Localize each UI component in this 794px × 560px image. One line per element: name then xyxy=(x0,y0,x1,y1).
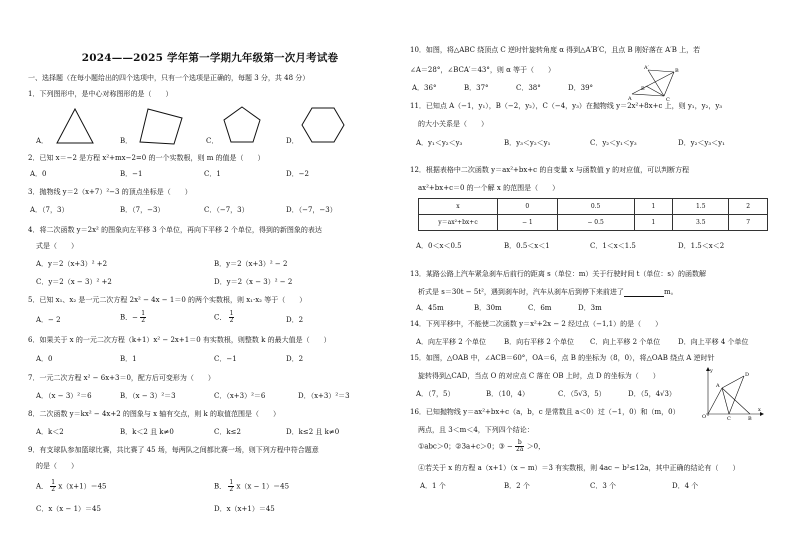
q3-option-d: D．（−7，−3） xyxy=(286,206,337,214)
fig10-label-b-prime: B′ xyxy=(641,86,646,92)
q3-option-c: C．（−7，3） xyxy=(204,206,249,214)
q2-stem: 2．已知 x＝−2 是方程 x²+mx−2=0 的一个实数根，则 m 的值是（ ） xyxy=(28,154,265,162)
fig10-label-b: B xyxy=(675,68,679,74)
q6-option-a: A．0 xyxy=(36,355,53,363)
q10-option-b: B．37° xyxy=(464,84,489,92)
q4-option-c: C．y＝2（x − 3）² +2 xyxy=(36,278,112,286)
q8-option-a: A．k＜2 xyxy=(36,428,64,436)
q1-stem: 1．下列图形中，是中心对称图形的是（ ） xyxy=(28,90,173,98)
q12-stem: 12．根据表格中二次函数 y＝ax²+bx+c 的自变量 x 与函数值 y 的对应值，可以判断方程 xyxy=(410,166,690,174)
q16-stem: 16．已知抛物线 y＝ax²+bx+c（a，b，c 是常数且 a＜0）过（−1，0）和（m，0） xyxy=(410,408,680,416)
q15-option-a: A．（7，5） xyxy=(416,390,455,398)
q6-option-c: C．−1 xyxy=(214,355,237,363)
fig15-label-d: D xyxy=(745,372,750,378)
q6-stem: 6．如果关于 x 的一元二次方程（k+1）x² − 2x+1＝0 有实数根，则整数 k 的最大值是（ ） xyxy=(28,336,331,344)
q13-stem: 13．某路公路上汽车紧急刹车后前行的距离 s（单位：m）关于行驶时间 t（单位：s）的函数解 xyxy=(410,270,706,278)
q4-option-b: B．y＝2（x+3）² − 2 xyxy=(214,260,288,268)
fig15-label-a: A xyxy=(716,383,720,389)
fig15-label-y: y xyxy=(710,368,713,374)
hexagon-shape xyxy=(300,104,346,146)
q9-stem: 9．有支球队参加篮球比赛，共比赛了 45 场，每两队之间都比赛一场，则下列方程中符合题意 xyxy=(28,446,319,454)
q12-option-b: B．0.5＜x＜1 xyxy=(504,242,550,250)
table-cell: 1 xyxy=(634,199,673,215)
q15-option-d: D．（5，4√3） xyxy=(628,390,676,398)
q9-option-c: C．x（x − 1）＝45 xyxy=(36,505,101,513)
q2-option-a: A．0 xyxy=(30,170,47,178)
q1-option-a: A． xyxy=(36,137,49,145)
q7-option-d: D．（x+3）²＝3 xyxy=(298,392,350,400)
q5-option-a: A．− 2 xyxy=(36,316,61,324)
q5-option-c: C． $\frac{1}{2}$ xyxy=(214,310,234,324)
q13-stem-cont: 析式是 s＝30t − 5t²，遇到刹车时，汽车从刹车后到停下来前进了 m。 xyxy=(418,288,678,296)
table-cell: − 0.5 xyxy=(557,215,634,231)
q11-option-c: C．y₂＜y₁＜y₃ xyxy=(590,139,637,147)
q4-stem-cont: 式是（ ） xyxy=(36,242,78,250)
table-cell: 0.5 xyxy=(557,199,634,215)
table-cell: 1 xyxy=(634,215,673,231)
q12-option-a: A．0＜x＜0.5 xyxy=(416,242,462,250)
quadrilateral-shape xyxy=(136,106,186,146)
q15-stem: 15．如图，△OAB 中，∠ACB＝60°，OA＝6，点 B 的坐标为（8，0），将△OAB 绕点 A 逆时针 xyxy=(410,354,715,362)
q13-option-d: D．3m xyxy=(578,304,602,312)
q8-option-b: B．k＜2 且 k≠0 xyxy=(120,428,174,436)
q8-option-d: D．k≤2 且 k≠0 xyxy=(286,428,340,436)
q3-option-b: B．（7，−3） xyxy=(120,206,165,214)
fig10-label-a-prime: A′ xyxy=(644,65,649,71)
q2-option-c: C．1 xyxy=(204,170,221,178)
answer-blank xyxy=(624,289,664,297)
table-cell: − 1 xyxy=(498,215,558,231)
q10-option-a: A．36° xyxy=(412,84,437,92)
q11-option-b: B．y₃＜y₂＜y₁ xyxy=(504,139,551,147)
pentagon-shape xyxy=(220,104,264,146)
q7-stem: 7．一元二次方程 x² − 6x+3＝0，配方后可变形为（ ） xyxy=(28,374,215,382)
q11-stem: 11．已知点 A（−1，y₁），B（−2，y₂），C（−4，y₃）在抛物线 y＝2x²+8x+c 上，则 y₁，y₂，y₃ xyxy=(410,102,723,110)
q15-stem-cont: 旋转得到△CAD，当点 O 的对应点 C 落在 OB 上时，点 D 的坐标为（ ） xyxy=(418,372,660,380)
q1-option-d: D． xyxy=(286,137,299,145)
table-cell: y＝ax²+bx+c xyxy=(419,215,498,231)
q3-stem: 3．抛物线 y＝2（x+7）²−3 的顶点坐标是（ ） xyxy=(28,188,192,196)
q16-option-a: A．1 个 xyxy=(420,482,446,490)
q4-option-a: A．y＝2（x+3）² +2 xyxy=(36,260,108,268)
exam-title: 2024——2025 学年第一学期九年级第一次月考试卷 xyxy=(81,52,339,64)
table-cell: 1.5 xyxy=(673,199,729,215)
fig15-label-b: B xyxy=(748,416,752,422)
q10-stem: 10．如图，将△ABC 绕顶点 C 逆时针旋转角度 α 得到△A′B′C，且点 B 刚好落在 A′B 上，若 xyxy=(410,46,701,54)
q10-option-c: C．38° xyxy=(516,84,541,92)
q3-option-a: A．（7，3） xyxy=(30,206,69,214)
q14-stem: 14．下列平移中，不能使二次函数 y＝x²+2x − 2 经过点（−1,1）的是（ ） xyxy=(410,320,663,328)
q16-option-b: B．2 个 xyxy=(504,482,530,490)
q14-option-d: D．向上平移 4 个单位 xyxy=(678,338,749,346)
fig15-label-o: O xyxy=(702,414,707,420)
q6-option-d: D．2 xyxy=(286,355,304,363)
q7-option-a: A．（x − 3）²＝6 xyxy=(36,392,92,400)
table-cell: 3.5 xyxy=(673,215,729,231)
q11-stem-cont: 的大小关系是（ ） xyxy=(418,120,488,128)
q5-option-b: B．− $\frac{1}{2}$ xyxy=(120,310,146,324)
q16-option-c: C．3 个 xyxy=(590,482,617,490)
triangle-shape xyxy=(54,106,96,146)
fig15-label-x: x xyxy=(758,407,761,413)
q7-option-b: B．（x − 3）²＝3 xyxy=(120,392,176,400)
fig10-label-a: A xyxy=(628,96,632,102)
q14-option-a: A．向左平移 2 个单位 xyxy=(416,338,486,346)
q8-option-c: C．k≤2 xyxy=(214,428,241,436)
q14-option-b: B．向右平移 2 个单位 xyxy=(504,338,575,346)
q9-option-d: D．x（x+1）＝45 xyxy=(214,505,275,513)
fig15-label-c: C xyxy=(727,416,731,422)
q13-option-b: B．30m xyxy=(474,304,502,312)
q12-option-d: D．1.5＜x＜2 xyxy=(678,242,725,250)
q14-option-c: C．向上平移 2 个单位 xyxy=(590,338,661,346)
table-cell: 7 xyxy=(729,215,768,231)
q15-option-c: C．（5√3，5） xyxy=(558,390,606,398)
q12-option-c: C．1＜x＜1.5 xyxy=(590,242,636,250)
q10-option-d: D．39° xyxy=(568,84,594,92)
q1-option-c: C． xyxy=(206,137,219,145)
q4-option-d: D．y＝2（x − 3）² − 2 xyxy=(214,278,293,286)
q16-conclusions: ①abc＞0；②3a+c＞0；③ − $\frac{b}{2a}$ ＞0， xyxy=(418,439,546,453)
q10-stem-cont: ∠A＝28°，∠BCA′＝43°，则 α 等于（ ） xyxy=(410,66,556,74)
q7-option-c: C．（x+3）²＝6 xyxy=(214,392,266,400)
table-cell: 2 xyxy=(729,199,768,215)
table-row xyxy=(419,199,768,215)
q9-option-b: B． $\frac{1}{2}$ x（x − 1）＝45 xyxy=(214,479,290,493)
rotation-figure-q10 xyxy=(628,62,680,102)
q15-option-b: B．（10，4） xyxy=(486,390,530,398)
q13-option-a: A．45m xyxy=(416,304,444,312)
table-cell: x xyxy=(419,199,498,215)
q5-stem: 5．已知 x₁、x₂ 是一元二次方程 2x² − 4x − 1＝0 的两个实数根，则 x₁·x₂ 等于（ ） xyxy=(28,296,307,304)
fig10-label-c: C xyxy=(666,97,670,103)
q11-option-d: D．y₂＜y₃＜y₁ xyxy=(678,139,725,147)
q12-stem-cont: ax²+bx+c＝0 的一个解 x 的范围是（ ） xyxy=(418,184,560,192)
q16-conclusion-4: ④若关于 x 的方程 a（x+1）（x − m）＝3 有实数根，则 4ac − b²≤12a，其中正确的结论有（ ） xyxy=(418,464,740,472)
table-cell: 0 xyxy=(498,199,558,215)
q11-option-a: A．y₁＜y₂＜y₃ xyxy=(416,139,463,147)
q2-option-b: B．−1 xyxy=(120,170,143,178)
section-heading: 一、选择题（在每小题给出的四个选项中，只有一个选项是正确的，每题 3 分，共 48 分） xyxy=(28,74,310,82)
table-row xyxy=(419,215,768,231)
q16-option-d: D．4 个 xyxy=(672,482,699,490)
q1-option-b: B． xyxy=(120,137,133,145)
q13-option-c: C．6m xyxy=(528,304,552,312)
q9-stem-cont: 的是（ ） xyxy=(36,462,78,470)
q2-option-d: D．−2 xyxy=(286,170,309,178)
q9-option-a: A． $\frac{1}{2}$ x（x+1）＝45 xyxy=(36,479,107,493)
q6-option-b: B．1 xyxy=(120,355,137,363)
q5-option-d: D．2 xyxy=(286,316,304,324)
coordinate-figure-q15 xyxy=(700,366,764,422)
q4-stem: 4．将二次函数 y＝2x² 的图象向左平移 3 个单位，再向下平移 2 个单位，得到的新图象的表达 xyxy=(28,226,322,234)
values-table xyxy=(418,198,768,231)
q8-stem: 8．二次函数 y＝kx² − 4x+2 的图象与 x 轴有交点，则 k 的取值范围是（ ） xyxy=(28,410,280,418)
q16-stem-cont: 两点，且 3＜m＜4，下列四个结论： xyxy=(418,426,534,434)
